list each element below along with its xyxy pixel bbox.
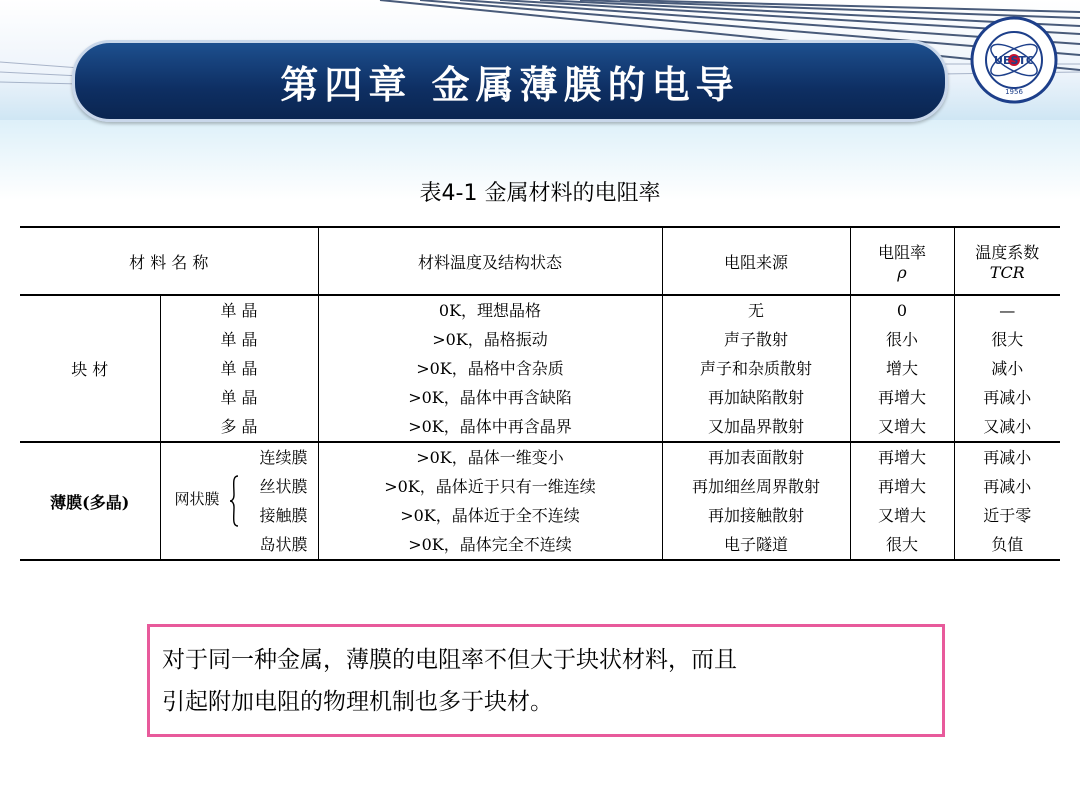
film-source-3: 再加接触散射 bbox=[707, 506, 804, 525]
film-state-4: >0K，晶体完全不连续 bbox=[408, 535, 572, 554]
film-rho-column bbox=[850, 442, 954, 560]
table-header-row bbox=[20, 227, 1060, 295]
logo-year: 1956 bbox=[1005, 88, 1023, 96]
bulk-state-3: >0K，晶格中含杂质 bbox=[416, 359, 564, 378]
film-state-2: >0K，晶体近于只有一维连续 bbox=[384, 477, 596, 496]
bulk-state-2: >0K，晶格振动 bbox=[432, 330, 548, 349]
film-source-1: 再加表面散射 bbox=[707, 448, 804, 467]
university-logo bbox=[970, 16, 1058, 104]
bulk-rho-3: 增大 bbox=[885, 359, 918, 378]
brace-icon bbox=[229, 475, 239, 527]
header-tcr-abbr: TCR bbox=[989, 263, 1025, 282]
note-line-2: 引起附加电阻的物理机制也多于块材。 bbox=[162, 689, 553, 715]
bulk-sub-2: 单 晶 bbox=[220, 330, 258, 349]
film-tcr-column bbox=[954, 442, 1060, 560]
table-caption: 表4-1 金属材料的电阻率 bbox=[419, 181, 661, 206]
bulk-sub-4: 单 晶 bbox=[220, 388, 258, 407]
film-tcr-3: 近于零 bbox=[983, 506, 1032, 525]
bulk-tcr-5: 又减小 bbox=[983, 417, 1032, 436]
film-source-4: 电子隧道 bbox=[723, 535, 788, 554]
header-material-name: 材 料 名 称 bbox=[20, 227, 318, 295]
bulk-sub-5: 多 晶 bbox=[220, 417, 258, 436]
bulk-rho-5: 又增大 bbox=[877, 417, 926, 436]
film-category: 薄膜(多晶) bbox=[20, 442, 160, 560]
film-source-2: 再加细丝周界散射 bbox=[691, 477, 820, 496]
header-source: 电阻来源 bbox=[662, 227, 850, 295]
bulk-group bbox=[20, 295, 1060, 442]
film-state-3: >0K，晶体近于全不连续 bbox=[400, 506, 580, 525]
bulk-source-column bbox=[662, 295, 850, 442]
summary-note bbox=[147, 624, 945, 737]
bulk-sub-3: 单 晶 bbox=[220, 359, 258, 378]
logo-text: UESTC bbox=[994, 54, 1034, 67]
film-tcr-1: 再减小 bbox=[983, 448, 1032, 467]
header-resistivity bbox=[850, 227, 954, 295]
bulk-source-4: 再加缺陷散射 bbox=[707, 388, 804, 407]
bulk-rho-4: 再增大 bbox=[877, 388, 926, 407]
film-sub-2: 丝状膜 bbox=[259, 477, 308, 496]
bulk-state-1: 0K，理想晶格 bbox=[438, 301, 542, 320]
film-rho-4: 很大 bbox=[885, 535, 918, 554]
film-sub-1: 连续膜 bbox=[259, 448, 308, 467]
bulk-state-5: >0K，晶体中再含晶界 bbox=[408, 417, 572, 436]
bulk-sub-column bbox=[160, 295, 318, 442]
bulk-rho-2: 很小 bbox=[885, 330, 918, 349]
bulk-tcr-column bbox=[954, 295, 1060, 442]
film-source-column bbox=[662, 442, 850, 560]
bulk-tcr-3: 减小 bbox=[991, 359, 1024, 378]
bulk-tcr-2: 很大 bbox=[991, 330, 1024, 349]
resistivity-table bbox=[20, 226, 1060, 561]
bulk-source-5: 又加晶界散射 bbox=[707, 417, 804, 436]
film-rho-2: 再增大 bbox=[877, 477, 926, 496]
film-state-column bbox=[318, 442, 662, 560]
film-sub-4: 岛状膜 bbox=[259, 535, 308, 554]
page-title: 第四章 金属薄膜的电导 bbox=[280, 61, 740, 107]
note-line-1: 对于同一种金属，薄膜的电阻率不但大于块状材料，而且 bbox=[162, 647, 737, 673]
header-state: 材料温度及结构状态 bbox=[318, 227, 662, 295]
bulk-rho-column bbox=[850, 295, 954, 442]
film-rho-1: 再增大 bbox=[877, 448, 926, 467]
header-tcr-label: 温度系数 bbox=[975, 243, 1040, 262]
bulk-source-1: 无 bbox=[747, 301, 764, 320]
film-tcr-4: 负值 bbox=[991, 535, 1024, 554]
bulk-category: 块 材 bbox=[20, 295, 160, 442]
bulk-tcr-1: — bbox=[999, 301, 1016, 320]
bulk-source-3: 声子和杂质散射 bbox=[699, 359, 812, 378]
film-group bbox=[20, 442, 1060, 560]
bulk-state-4: >0K，晶体中再含缺陷 bbox=[408, 388, 572, 407]
film-sub-block bbox=[161, 443, 318, 559]
bulk-sub-1: 单 晶 bbox=[220, 301, 258, 320]
title-banner bbox=[72, 40, 948, 122]
bulk-source-2: 声子散射 bbox=[723, 330, 788, 349]
bulk-state-column bbox=[318, 295, 662, 442]
film-rho-3: 又增大 bbox=[877, 506, 926, 525]
film-sub-column bbox=[160, 442, 318, 560]
network-film-label: 网状膜 bbox=[174, 490, 220, 508]
film-sub-3: 接触膜 bbox=[259, 506, 308, 525]
film-tcr-2: 再减小 bbox=[983, 477, 1032, 496]
header-resistivity-symbol: ρ bbox=[897, 263, 907, 282]
header-tcr bbox=[954, 227, 1060, 295]
bulk-tcr-4: 再减小 bbox=[983, 388, 1032, 407]
bulk-rho-1: 0 bbox=[896, 301, 908, 320]
film-state-1: >0K，晶体一维变小 bbox=[416, 448, 564, 467]
header-resistivity-label: 电阻率 bbox=[877, 243, 926, 262]
